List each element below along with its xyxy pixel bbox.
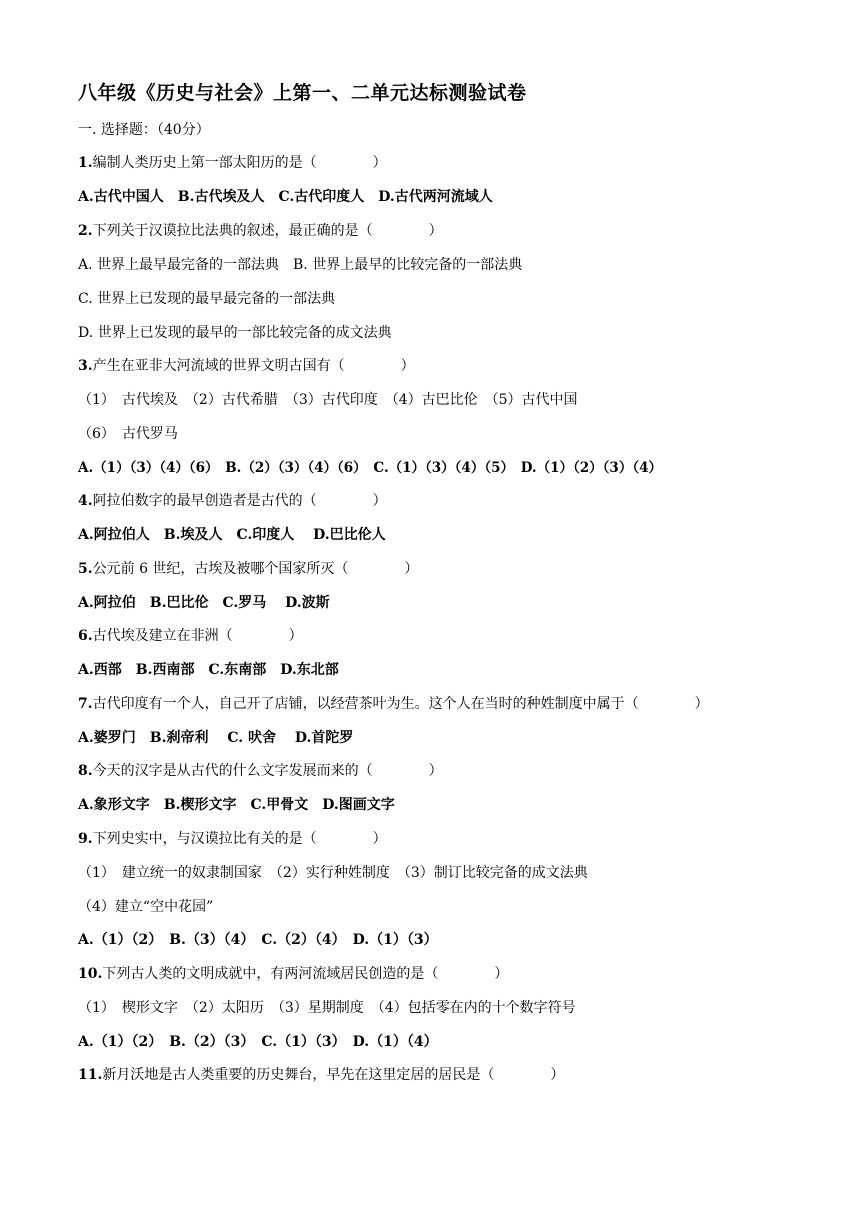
question-2-option-ab: A. 世界上最早最完备的一部法典 B. 世界上最早的比较完备的一部法典 (78, 257, 523, 273)
question-text: 今天的汉字是从古代的什么文字发展而来的（ ） (92, 763, 443, 779)
question-9-options: A.（1）（2） B.（3）（4） C.（2）（4） D.（1）（3） (78, 932, 438, 948)
question-9 (78, 829, 387, 849)
question-number: 4. (78, 493, 93, 509)
question-number: 11. (78, 1067, 103, 1083)
question-4 (78, 491, 387, 511)
question-5 (78, 559, 418, 579)
question-number: 3. (78, 358, 93, 374)
question-8 (78, 761, 443, 781)
question-number: 8. (78, 763, 93, 779)
question-text: 产生在亚非大河流域的世界文明古国有（ ） (92, 358, 415, 374)
question-number: 1. (78, 155, 93, 171)
question-text: 下列关于汉谟拉比法典的叙述，最正确的是（ ） (92, 223, 443, 239)
question-text: 下列史实中，与汉谟拉比有关的是（ ） (92, 831, 387, 847)
question-text: 古代埃及建立在非洲（ ） (92, 628, 303, 644)
question-number: 6. (78, 628, 93, 644)
question-1 (78, 153, 387, 173)
question-text: 阿拉伯数字的最早创造者是古代的（ ） (92, 493, 387, 509)
question-3-items: （1） 古代埃及 （2）古代希腊 （3）古代印度 （4）古巴比伦 （5）古代中国 (78, 392, 578, 408)
question-4-options: A.阿拉伯人 B.埃及人 C.印度人 D.巴比伦人 (78, 527, 386, 543)
question-text: 公元前 6 世纪，古埃及被哪个国家所灭（ ） (92, 561, 419, 577)
question-text: 新月沃地是古人类重要的历史舞台，早先在这里定居的居民是（ ） (102, 1067, 565, 1083)
section-heading: 一. 选择题：（40分） (78, 122, 210, 138)
question-6-options: A.西部 B.西南部 C.东南部 D.东北部 (78, 662, 339, 678)
question-text: 编制人类历史上第一部太阳历的是（ ） (92, 155, 387, 171)
question-2-option-c: C. 世界上已发现的最早最完备的一部法典 (78, 291, 336, 307)
question-number: 7. (78, 696, 93, 712)
question-11 (78, 1065, 564, 1085)
question-10-items: （1） 楔形文字 （2）太阳历 （3）星期制度 （4）包括零在内的十个数字符号 (78, 1000, 576, 1016)
question-3-items-cont: （6） 古代罗马 (78, 426, 178, 442)
question-10 (78, 964, 508, 984)
question-number: 10. (78, 966, 103, 982)
question-5-options: A.阿拉伯 B.巴比伦 C.罗马 D.波斯 (78, 595, 330, 611)
question-number: 2. (78, 223, 93, 239)
question-8-options: A.象形文字 B.楔形文字 C.甲骨文 D.图画文字 (78, 797, 395, 813)
question-number: 5. (78, 561, 93, 577)
question-6 (78, 626, 303, 646)
question-3-options: A.（1）（3）（4）（6） B.（2）（3）（4）（6） C.（1）（3）（4）（5） D.（1）（2）（3）（4） (78, 460, 662, 476)
question-number: 9. (78, 831, 93, 847)
question-9-items-cont: （4）建立“空中花园” (78, 899, 214, 915)
question-2-option-d: D. 世界上已发现的最早的一部比较完备的成文法典 (78, 325, 392, 341)
question-text: 下列古人类的文明成就中，有两河流域居民创造的是（ ） (102, 966, 509, 982)
question-10-options: A.（1）（2） B.（2）（3） C.（1）（3） D.（1）（4） (78, 1034, 438, 1050)
question-1-options: A.古代中国人 B.古代埃及人 C.古代印度人 D.古代两河流域人 (78, 189, 493, 205)
question-9-items: （1） 建立统一的奴隶制国家 （2）实行种姓制度 （3）制订比较完备的成文法典 (78, 865, 588, 881)
question-2 (78, 221, 443, 241)
exam-title: 八年级《历史与社会》上第一、二单元达标测验试卷 (78, 82, 527, 104)
question-7-options: A.婆罗门 B.刹帝利 C. 吠舍 D.首陀罗 (78, 730, 354, 746)
question-7 (78, 694, 709, 714)
question-3 (78, 356, 415, 376)
question-text: 古代印度有一个人，自己开了店铺，以经营茶叶为生。这个人在当时的种姓制度中属于（ ） (92, 696, 709, 712)
